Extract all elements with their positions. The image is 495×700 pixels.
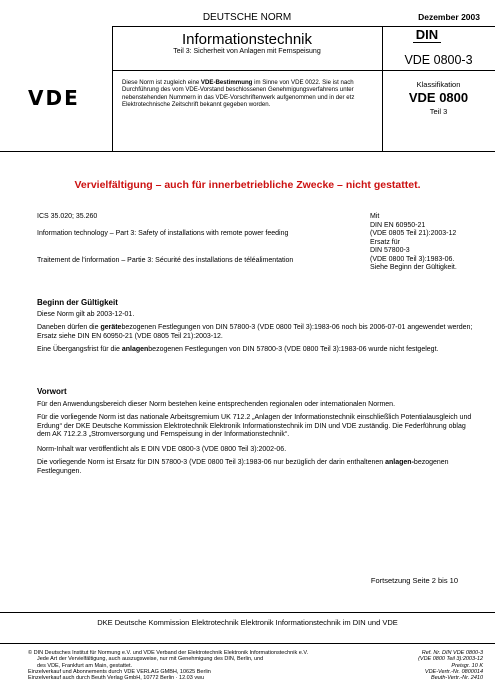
replacement-line: Ersatz für xyxy=(370,238,400,246)
ics-code: ICS 35.020; 35.260 xyxy=(37,213,98,220)
vde-logo: VDE xyxy=(28,86,80,110)
validity-p2 xyxy=(37,324,479,341)
replacement-line: DIN EN 60950-21 xyxy=(370,221,426,229)
foreword-heading: Vorwort xyxy=(37,387,67,396)
foreword-p1: Für den Anwendungsbereich dieser Norm bestehen keine entsprechenden regionalen oder internationalen Normen. xyxy=(37,401,396,408)
foreword-p4-bold: anlagen- xyxy=(385,459,414,466)
foreword-p4-post: bezogenen Festlegungen. xyxy=(37,459,449,475)
foreword-p2: Für die vorliegende Norm ist das nationale Arbeitsgremium UK 712.2 „Anlagen der Informationstechnik einschließlich Potentialausgleich und Erdung“ der DKE Deutsche Kommission Elektrotechnik Elektronik Informationstechnik im DIN und VDE zuständig. Die Federführung oblag dem AK 712.2.3 „Stromversorgung und Fernspeisung in der Informationstechnik“. xyxy=(37,414,472,439)
vde-note xyxy=(122,79,377,108)
vde-note-post: im Sinne von VDE 0022. Sie ist nach Durchführung des vom VDE-Vorstand beschlossenen Genehmigungsverfahrens unter nebenstehenden Nummern in das VDE-Vorschriftenwerk aufgenommen und in der etz Elektrotechnische Zeitschrift bekannt gegeben worden. xyxy=(122,79,355,108)
norm-label: DEUTSCHE NORM xyxy=(202,12,292,23)
footer-right xyxy=(373,650,483,681)
vde-number: VDE 0800-3 xyxy=(404,53,473,67)
footer-left-line: Einzelverkauf auch durch Beuth Verlag GmbH, 10772 Berlin · 12.03 vwu xyxy=(28,675,205,682)
validity-p1: Diese Norm gilt ab 2003-12-01. xyxy=(37,311,135,318)
replacement-line: Mit xyxy=(370,213,380,220)
dke-line: DKE Deutsche Kommission Elektrotechnik Elektronik Informationstechnik im DIN und VDE xyxy=(97,618,398,627)
replacement-line: (VDE 0800 Teil 3):1983-06. xyxy=(370,255,455,263)
divider-bottom xyxy=(0,151,495,152)
french-title: Traitement de l'information – Partie 3: Sécurité des installations de téléalimentation xyxy=(37,257,294,264)
validity-heading: Beginn der Gültigkeit xyxy=(37,298,118,307)
validity-p3-pre: Eine Übergangsfrist für die xyxy=(37,346,122,353)
foreword-p4-pre: Die vorliegende Norm ist Ersatz für DIN 57800-3 (VDE 0800 Teil 3):1983-06 nur bezüglich der darin enthaltenen xyxy=(37,459,386,466)
classification-value: VDE 0800 xyxy=(408,90,469,105)
replacement-line: Siehe Beginn der Gültigkeit. xyxy=(370,264,457,271)
replacement-line: (VDE 0805 Teil 21):2003-12 xyxy=(370,230,457,237)
classification-part: Teil 3 xyxy=(429,107,448,116)
footer-ref-number: Ref. Nr. DIN VDE 0800-3 xyxy=(421,650,483,656)
din-logo: DIN xyxy=(413,28,441,43)
foreword-p4 xyxy=(37,459,479,476)
footer-left-line: des VDE, Frankfurt am Main, gestattet. xyxy=(37,662,133,669)
validity-p2-post: bezogenen Festlegungen von DIN 57800-3 (VDE 0800 Teil 3):1983-06 noch bis 2006-07-01 angewendet werden; Ersatz siehe DIN EN 60950-21 (VDE 0805 Teil 21):2003-12. xyxy=(37,324,473,340)
footer-ref-date: (VDE 0800 Teil 3):2003-12 xyxy=(418,656,483,663)
footer-price-group: Preisgr. 10 K xyxy=(451,662,483,669)
validity-p2-pre: Daneben dürfen die xyxy=(37,324,101,331)
document-title: Informationstechnik xyxy=(181,31,313,48)
continuation-note: Fortsetzung Seite 2 bis 10 xyxy=(370,576,458,585)
english-title: Information technology – Part 3: Safety of installations with remote power feeding xyxy=(37,230,289,237)
validity-p3 xyxy=(37,346,479,355)
vde-note-pre: Diese Norm ist zugleich eine xyxy=(122,79,201,86)
validity-p3-bold: anlagen xyxy=(121,346,149,353)
footer-left-line: © DIN Deutsches Institut für Normung e.V. und VDE Verband der Elektrotechnik Elektronik Informationstechnik e.V. xyxy=(28,650,309,656)
foreword-p3: Norm-Inhalt war veröffentlicht als E DIN VDE 0800-3 (VDE 0800 Teil 3):2002-06. xyxy=(37,446,287,453)
footer-vde-number: VDE-Vertr.-Nr. 0800014 xyxy=(424,668,483,675)
classification-label: Klassifikation xyxy=(416,80,461,89)
footer-left-line: Jede Art der Vervielfältigung, auch auszugsweise, nur mit Genehmigung des DIN, Berlin, und xyxy=(37,656,264,663)
document-subtitle: Teil 3: Sicherheit von Anlagen mit Fernspeisung xyxy=(173,48,321,55)
validity-p3-post: bezogenen Festlegungen von DIN 57800-3 (VDE 0800 Teil 3):1983-06 wurde nicht festgelegt. xyxy=(148,346,439,353)
copy-warning: Vervielfältigung – auch für innerbetriebliche Zwecke – nicht gestattet. xyxy=(74,179,421,191)
dke-divider xyxy=(0,612,495,613)
footer-left-line: Einzelverkauf und Abonnements durch VDE VERLAG GMBH, 10625 Berlin xyxy=(28,668,211,675)
footer-left xyxy=(28,650,368,681)
vde-note-bold: VDE-Bestimmung xyxy=(200,79,253,86)
replacement-line: DIN 57800-3 xyxy=(370,247,410,254)
footer-divider xyxy=(0,643,495,644)
replacement-block xyxy=(370,213,490,273)
publication-date: Dezember 2003 xyxy=(418,12,480,22)
validity-p2-bold: geräte xyxy=(100,324,122,331)
footer-beuth-number: Beuth-Vertr.-Nr. 2410 xyxy=(431,675,483,682)
divider-middle xyxy=(112,70,495,71)
